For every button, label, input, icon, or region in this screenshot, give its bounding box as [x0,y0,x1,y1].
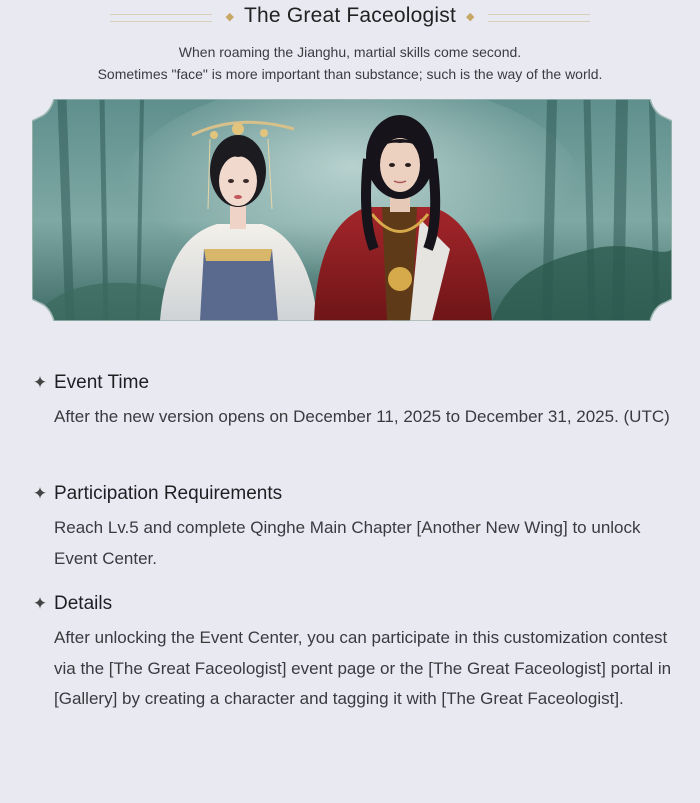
subtitle-line-1: When roaming the Jianghu, martial skills come second. [178,44,522,60]
sparkle-bullet-icon: ✦ [32,373,48,392]
page-header [0,0,700,32]
section-heading: Details [54,593,113,614]
diamond-ornament-icon: ◆ [225,10,235,23]
page-title: The Great Faceologist [244,4,456,27]
diamond-ornament-icon: ◆ [465,10,475,23]
section-body: After the new version opens on December 11, 2025 to December 31, 2025. (UTC) [54,407,670,426]
sparkle-bullet-icon: ✦ [32,484,48,503]
section-heading: Event Time [54,372,150,393]
section-details [32,593,672,715]
section-heading: Participation Requirements [54,483,283,504]
title-container [212,4,489,28]
characters-banner-image [32,99,672,321]
event-banner [32,99,672,321]
section-participation-requirements [32,483,672,574]
section-event-time [32,372,672,433]
sparkle-bullet-icon: ✦ [32,594,48,613]
subtitle-line-2: Sometimes "face" is more important than substance; such is the way of the world. [97,66,603,82]
section-body: Reach Lv.5 and complete Qinghe Main Chapter [Another New Wing] to unlock Event Center. [54,518,641,568]
section-body: After unlocking the Event Center, you can participate in this customization contest via the [The Great Faceologist] event page or the [The Great Faceologist] portal in [Gallery] by creating a character and tagging it with [The Great Faceologist]. [54,628,672,708]
